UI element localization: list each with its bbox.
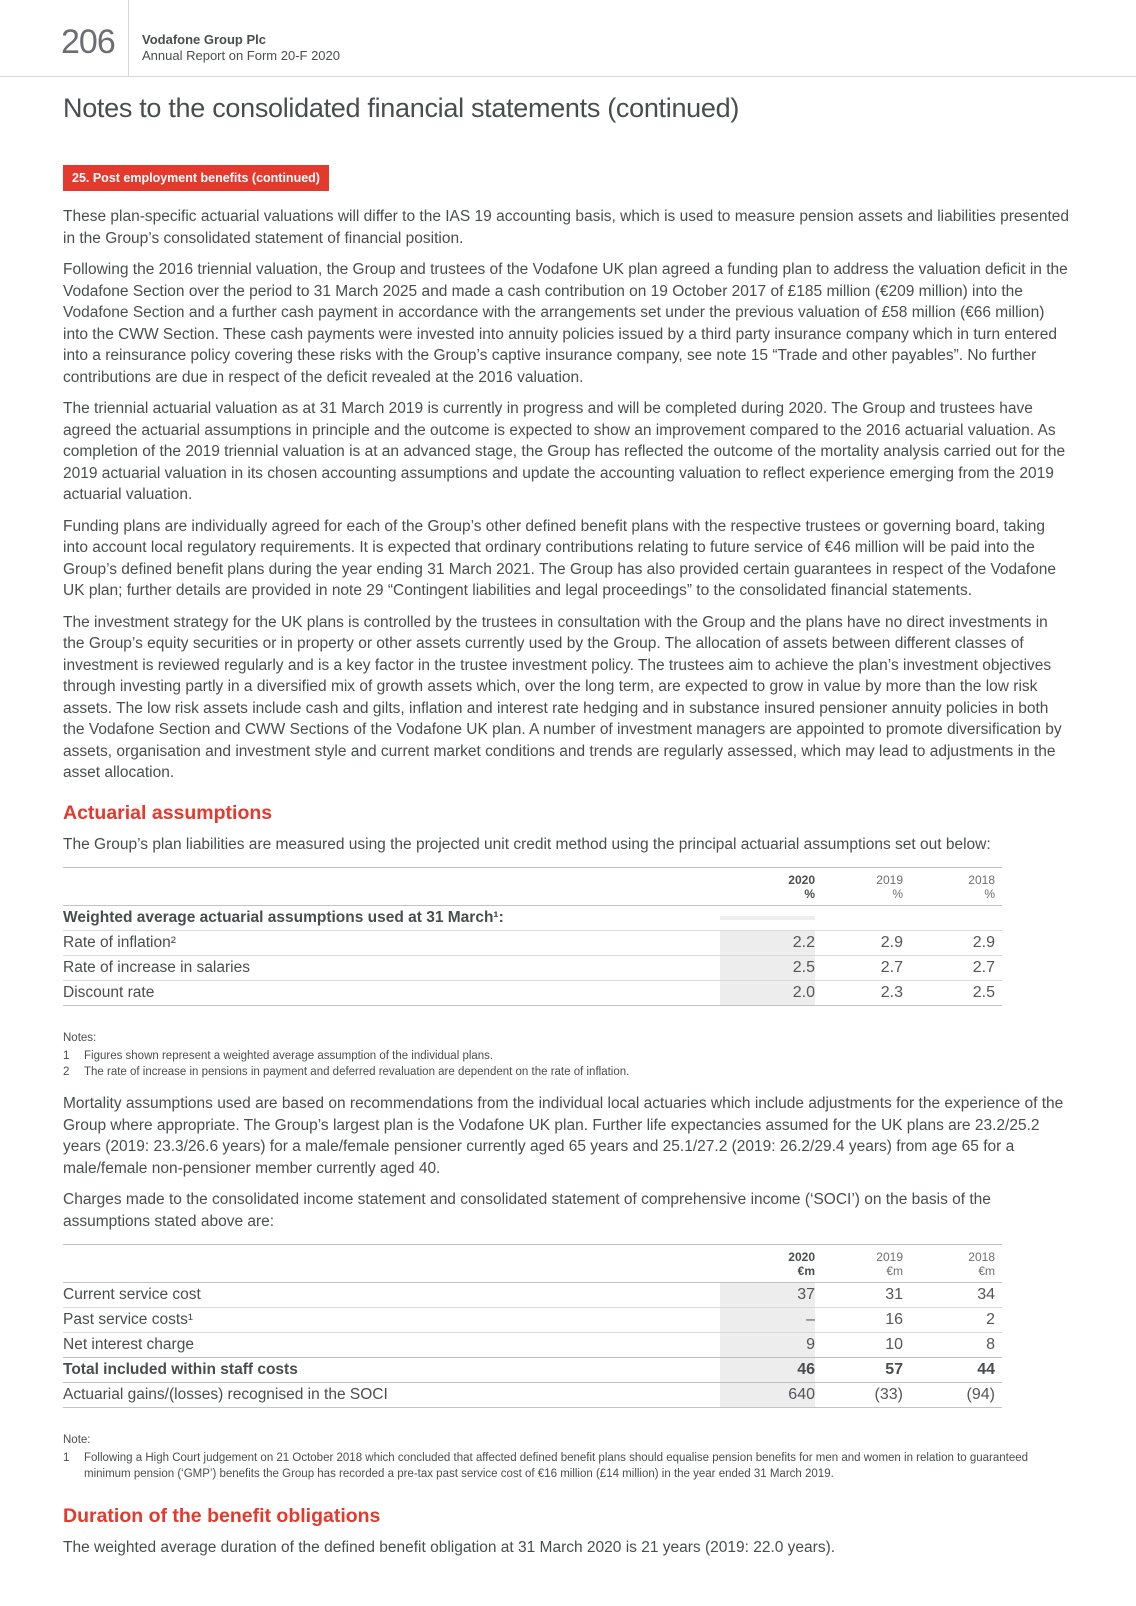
paragraph-funding-plans: Funding plans are individually agreed for each of the Group’s other defined benefit plans with the respective trustees or governing board, taking into account local regulatory requirements. It is expected that ordinary contributions relating to future service of €46 million will be paid into the Group’s defined benefit plans during the year ending 31 March 2021. The Group has also provided certain guarantees in respect of the Vodafone UK plan; further details are provided in note 29 “Contingent liabilities and legal proceedings” to the consolidated financial statements. [63,517,1056,599]
cell-2019: 57 [885,1361,903,1378]
header-divider [128,0,129,76]
assumptions-table-header [63,867,1002,906]
cell-2018: 2.7 [972,959,995,976]
cell-2018 [903,916,995,920]
duration-heading: Duration of the benefit obligations [63,1505,381,1527]
note-2 [63,1064,1073,1080]
cell-2020: 640 [720,1383,815,1407]
paragraph-investment-strategy: The investment strategy for the UK plans is controlled by the trustees in consultation with the Group and the plans have no direct investments in the Group’s equity securities or in property or other assets currently used by the Group. The allocation of assets between different classes of investment is reviewed regularly and is a key factor in the trustee investment policy. The trustees aim to achieve the plan’s investment objectives through investing partly in a diversified mix of growth assets which, over the long term, are expected to grow in value by more than the low risk assets. The low risk assets include cash and gilts, inflation and interest rate hedging and in substance insured pensioner annuity policies in both the Vodafone Section and CWW Sections of the Vodafone UK plan. A number of investment managers are appointed to promote diversification by assets, organisation and investment style and current market conditions and trends are regularly assessed, which may lead to adjustments in the asset allocation. [63,613,1062,781]
row-label: Rate of increase in salaries [63,959,250,976]
cell-2019: 2.9 [880,934,903,951]
actuarial-assumptions-heading: Actuarial assumptions [63,801,273,824]
cell-2020: 46 [720,1358,815,1382]
paragraph-2016-valuation: Following the 2016 triennial valuation, the Group and trustees of the Vodafone UK plan agreed a funding plan to address the valuation deficit in the Vodafone Section over the period to 31 March 2025 and made a cash contribution on 19 October 2017 of £185 million (€209 million) into the Vodafone Section and a further cash payment in accordance with the arrangements set under the previous valuation of £58 million (€66 million) into the CWW Section. These cash payments were invested into annuity policies issued by a third party insurance company which in turn entered into a reinsurance policy covering these risks with the Group’s captive insurance company, see note 15 “Trade and other payables”. No further contributions are due in respect of the deficit revealed at the 2016 valuation. [63,261,1068,386]
cell-2020: 37 [720,1283,815,1307]
cell-2020 [720,916,815,920]
paragraph-ias19: These plan-specific actuarial valuations will differ to the IAS 19 accounting basis, which is used to measure pension assets and liabilities presented in the Group’s consolidated statement of financial position. [63,208,1070,247]
page-number: 206 [61,23,115,61]
table-row-current-service-cost [63,1283,1002,1308]
cell-2018: 44 [977,1361,995,1378]
cell-2019: 16 [885,1311,903,1328]
cell-2018: 2 [986,1311,995,1328]
page-header [0,0,1136,77]
note-1 [63,1450,1073,1482]
cell-2019: (33) [874,1386,903,1403]
report-title: Annual Report on Form 20-F 2020 [142,48,340,63]
column-header-2019: 2019 €m [876,1250,903,1278]
cell-2020: 2.2 [720,931,815,955]
table-row-past-service-costs [63,1308,1002,1333]
cell-2020: 9 [720,1333,815,1357]
column-header-2018: 2018 % [968,873,995,901]
company-block [142,32,340,64]
row-label: Total included within staff costs [63,1361,298,1378]
cell-2018: 8 [986,1336,995,1353]
company-name: Vodafone Group Plc [142,32,266,47]
assumptions-table [63,867,1002,1006]
cell-2020: – [720,1308,815,1332]
table-row-section [63,906,1002,931]
table-row-rate-of-inflation [63,931,1002,956]
note-number: 1 [63,1050,70,1062]
cell-2018: 2.5 [972,984,995,1001]
column-header-2020: 2020 % [788,873,815,901]
charges-table [63,1244,1002,1408]
row-label: Actuarial gains/(losses) recognised in the SOCI [63,1386,388,1403]
cell-2018: (94) [966,1386,995,1403]
table-row-total-staff-costs [63,1357,1002,1383]
note-text: The rate of increase in pensions in payment and deferred revaluation are dependent on the rate of inflation. [84,1066,630,1078]
table-row-actuarial-gains-losses [63,1383,1002,1408]
cell-2019: 2.3 [880,984,903,1001]
cell-2018: 2.9 [972,934,995,951]
paragraph-duration: The weighted average duration of the defined benefit obligation at 31 March 2020 is 21 years (2019: 22.0 years). [63,1539,836,1556]
paragraph-mortality: Mortality assumptions used are based on recommendations from the individual local actuaries which include adjustments for the experience of the Group where appropriate. The Group’s largest plan is the Vodafone UK plan. Further life expectancies assumed for the UK plans are 23.2/25.2 years (2019: 23.3/26.6 years) for a male/female pensioner currently aged 65 years and 25.1/27.2 (2019: 26.2/29.4 years) from age 65 for a male/female non-pensioner member currently aged 40. [63,1095,1064,1177]
row-label: Past service costs¹ [63,1311,194,1328]
notes-label: Notes: [63,1032,97,1044]
note-number: 2 [63,1066,70,1078]
note-1 [63,1048,1073,1064]
table-row-discount-rate [63,981,1002,1006]
cell-2018: 34 [977,1286,995,1303]
column-header-2018: 2018 €m [968,1250,995,1278]
cell-2019: 31 [885,1286,903,1303]
charges-table-header [63,1244,1002,1283]
assumptions-table-notes [63,1030,1073,1080]
cell-2020: 2.5 [720,956,815,980]
note-text: Figures shown represent a weighted average assumption of the individual plans. [84,1050,494,1062]
paragraph-charges-intro: Charges made to the consolidated income statement and consolidated statement of comprehensive income (‘SOCI’) on the basis of the assumptions stated above are: [63,1191,991,1230]
row-label: Discount rate [63,984,155,1001]
row-label: Current service cost [63,1286,201,1303]
paragraph-2019-valuation: The triennial actuarial valuation as at 31 March 2019 is currently in progress and will be completed during 2020. The Group and trustees have agreed the actuarial assumptions in principle and the outcome is expected to show an improvement compared to the 2016 actuarial valuation. As completion of the 2019 triennial valuation is at an advanced stage, the Group has reflected the outcome of the mortality analysis carried out for the 2019 actuarial valuation in its chosen accounting assumptions and update the accounting valuation to reflect experience emerging from the 2019 actuarial valuation. [63,400,1066,503]
cell-2020: 2.0 [720,981,815,1005]
note-text: Following a High Court judgement on 21 October 2018 which concluded that affected defined benefit plans should equalise pension benefits for men and women in relation to guaranteed minimum pension (‘GMP’) benefits the Group has recorded a pre-tax past service cost of €16 million (£14 million) in the year ended 31 March 2019. [84,1452,1029,1480]
row-label: Rate of inflation² [63,934,176,951]
row-label: Net interest charge [63,1336,194,1353]
cell-2019: 2.7 [880,959,903,976]
note-label: Note: [63,1434,91,1446]
section-badge-row [63,165,1073,191]
page-content [0,93,1136,1559]
charges-table-note [63,1432,1073,1482]
cell-2019: 10 [885,1336,903,1353]
table-row-salary-increase [63,956,1002,981]
actuarial-intro: The Group’s plan liabilities are measured using the projected unit credit method using the principal actuarial assumptions set out below: [63,835,991,853]
column-header-2020: 2020 €m [788,1250,815,1278]
page-title: Notes to the consolidated financial statements (continued) [63,93,740,123]
row-label: Weighted average actuarial assumptions used at 31 March¹: [63,909,504,926]
column-header-2019: 2019 % [876,873,903,901]
section-badge: 25. Post employment benefits (continued) [63,165,329,191]
note-number: 1 [63,1452,70,1464]
cell-2019 [815,916,903,920]
table-row-net-interest-charge [63,1333,1002,1358]
